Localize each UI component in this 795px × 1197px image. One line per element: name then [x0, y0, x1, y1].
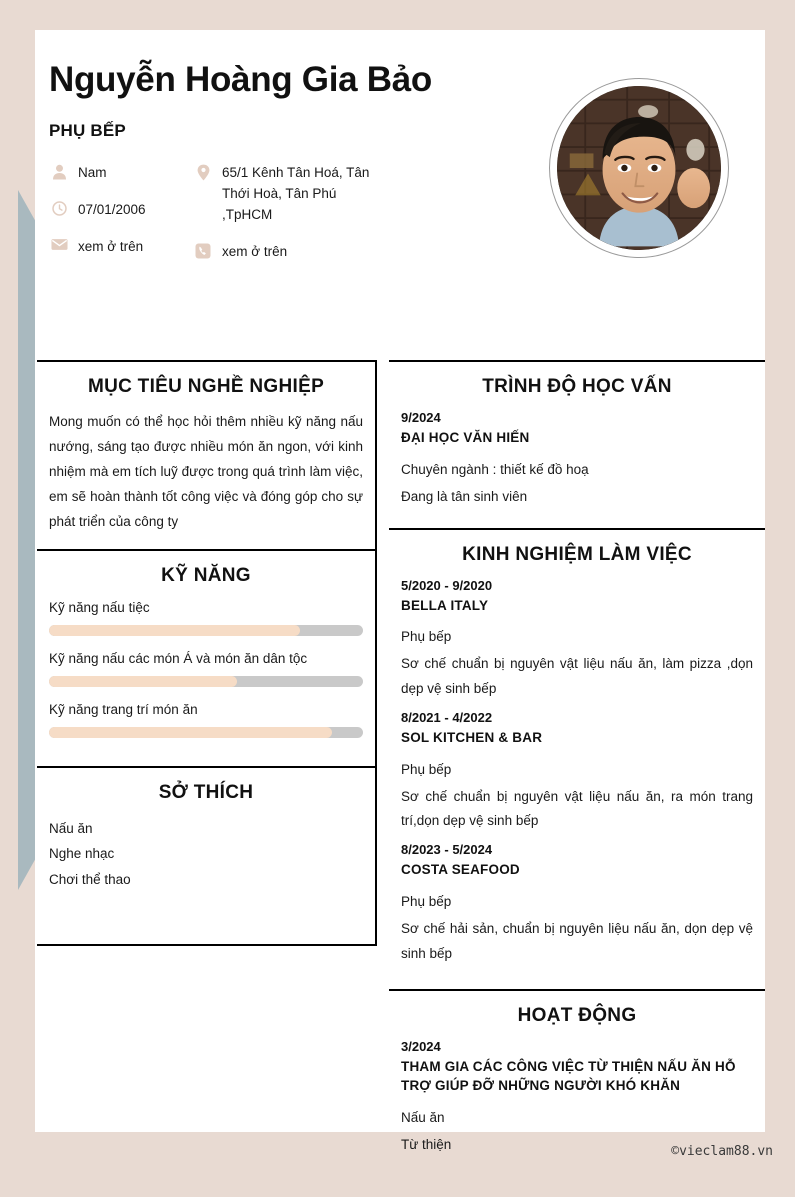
section-education-title: TRÌNH ĐỘ HỌC VẤN: [482, 376, 672, 397]
contact-email: [49, 237, 189, 258]
page-title: Nguyễn Hoàng Gia Bảo: [49, 60, 432, 99]
section-skills: [37, 549, 375, 766]
skill-label: Kỹ năng nấu tiệc: [49, 599, 150, 615]
skill-bar-track: [49, 676, 363, 687]
skill-item: [49, 701, 363, 738]
experience-date: 8/2021 - 4/2022: [401, 709, 493, 725]
experience-company: COSTA SEAFOOD: [401, 862, 520, 878]
contact-gender-value: Nam: [78, 164, 107, 180]
experience-role: Phụ bếp: [401, 629, 452, 645]
section-education: [389, 360, 765, 528]
experience-description: Sơ chế chuẩn bị nguyên vật liệu nấu ăn, làm pizza ,dọn dẹp vệ sinh bếp: [401, 656, 753, 696]
right-column: [377, 360, 765, 1176]
section-hobbies: [37, 766, 375, 945]
avatar-photo: [557, 86, 721, 250]
experience-role: Phụ bếp: [401, 761, 452, 777]
education-major: Chuyên ngành : thiết kế đồ hoạ: [401, 461, 589, 477]
hobby-item: Chơi thể thao: [49, 871, 131, 887]
education-school: ĐẠI HỌC VĂN HIẾN: [401, 430, 530, 445]
section-experience: [389, 528, 765, 989]
experience-date: 5/2020 - 9/2020: [401, 577, 493, 593]
envelope-icon: [49, 237, 69, 251]
contact-phone-value: xem ở trên: [222, 243, 288, 259]
education-status: Đang là tân sinh viên: [401, 488, 528, 504]
section-activities-title: HOẠT ĐỘNG: [517, 1004, 637, 1026]
section-objective: [37, 360, 375, 549]
location-pin-icon: [193, 163, 213, 181]
skill-label: Kỹ năng nấu các món Á và món ăn dân tộc: [49, 650, 308, 666]
skill-bar-fill: [49, 727, 332, 738]
clock-icon: [49, 200, 69, 216]
skill-item: [49, 599, 363, 636]
contact-email-value: xem ở trên: [78, 238, 144, 254]
education-date: 9/2024: [401, 410, 441, 425]
activity-title: THAM GIA CÁC CÔNG VIỆC TỪ THIỆN NẤU ĂN HỖ TRỢ GIÚP ĐỠ NHỮNG NGƯỜI KHÓ KHĂN: [401, 1058, 736, 1094]
experience-entry: [401, 710, 753, 834]
experience-entry: [401, 578, 753, 702]
activity-date: 3/2024: [401, 1038, 441, 1054]
spacer: [49, 892, 363, 930]
left-column-end-rule: [37, 944, 375, 946]
hobby-item: Nấu ăn: [49, 820, 93, 836]
objective-text: Mong muốn có thể học hỏi thêm nhiều kỹ năng nấu nướng, sáng tạo được nhiều món ăn ngon, với kinh nhiệm mà em tích luỹ được trong quá trình làm việc, em sẽ hoàn thành tốt công việc và đóng góp cho sự phát triển của công ty: [49, 414, 363, 529]
experience-description: Sơ chế hải sản, chuẩn bị nguyên liệu nấu ăn, dọn dẹp vệ sinh bếp: [401, 920, 753, 961]
hobby-item: Nghe nhạc: [49, 846, 115, 862]
experience-description: Sơ chế chuẩn bị nguyên vật liệu nấu ăn, ra món trang trí,dọn dẹp vệ sinh bếp: [401, 788, 753, 829]
experience-entry: [401, 842, 753, 966]
skill-bar-fill: [49, 676, 237, 687]
resume-card: [35, 30, 765, 1152]
activity-entry: [401, 1039, 753, 1158]
avatar: [549, 78, 729, 258]
experience-role: Phụ bếp: [401, 894, 452, 909]
contact-column-left: [49, 163, 189, 274]
skill-label: Kỹ năng trang trí món ăn: [49, 701, 198, 717]
contact-address-value: 65/1 Kênh Tân Hoá, Tân Thới Hoà, Tân Phú ,TpHCM: [222, 164, 370, 222]
resume-body: [35, 360, 765, 1176]
section-experience-title: KINH NGHIỆM LÀM VIỆC: [462, 543, 692, 565]
activity-detail: Từ thiện: [401, 1137, 452, 1152]
activity-detail: Nấu ăn: [401, 1110, 445, 1126]
left-column: [37, 360, 377, 946]
watermark: ©vieclam88.vn: [671, 1144, 773, 1159]
skill-bar-track: [49, 625, 363, 636]
section-hobbies-title: SỞ THÍCH: [158, 781, 254, 803]
contact-birthdate-value: 07/01/2006: [78, 201, 146, 217]
resume-header: [35, 30, 765, 360]
phone-icon: [193, 242, 213, 259]
contact-phone: [193, 242, 383, 263]
education-entry: [401, 410, 753, 510]
contact-birthdate: [49, 200, 189, 221]
section-objective-title: MỤC TIÊU NGHỀ NGHIỆP: [87, 376, 325, 397]
experience-company: BELLA ITALY: [401, 597, 489, 613]
contact-gender: [49, 163, 189, 184]
section-skills-title: KỸ NĂNG: [161, 564, 251, 586]
experience-company: SOL KITCHEN & BAR: [401, 729, 543, 745]
skill-bar-fill: [49, 625, 300, 636]
skill-bar-track: [49, 727, 363, 738]
job-title: PHỤ BẾP: [49, 120, 126, 140]
contact-address: [193, 163, 383, 226]
experience-date: 8/2023 - 5/2024: [401, 842, 493, 858]
contact-column-right: [193, 163, 383, 279]
skill-item: [49, 650, 363, 687]
person-icon: [49, 163, 69, 180]
